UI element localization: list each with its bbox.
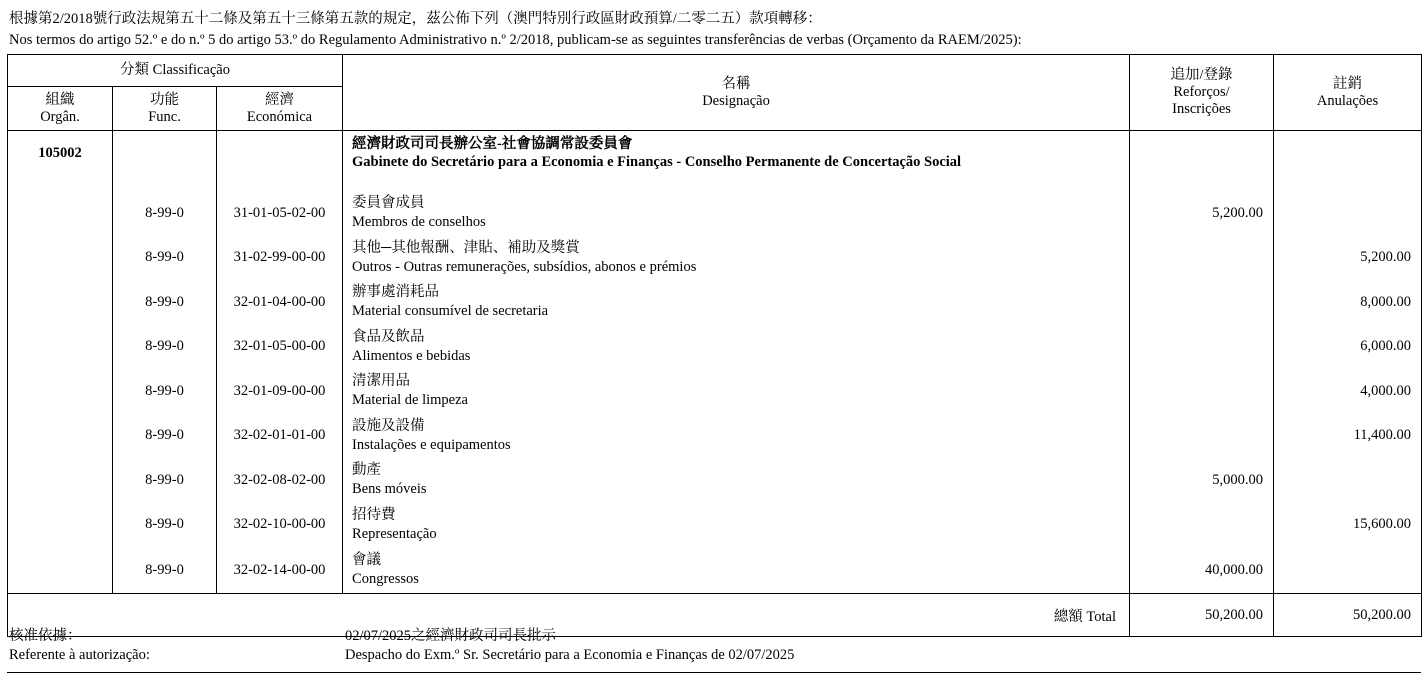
header-designation-zh: 名稱: [721, 75, 751, 92]
item-func: 8-99-0: [113, 191, 217, 236]
empty-cell: [217, 131, 343, 192]
item-name-zh: 委員會成員: [352, 195, 425, 212]
header-designation-pt: Designação: [702, 92, 770, 109]
item-name-zh: 清潔用品: [352, 373, 411, 390]
item-designation: [343, 369, 1130, 414]
header-org-pt: Orgân.: [40, 108, 80, 125]
item-func: 8-99-0: [113, 547, 217, 594]
item-cancellation: 4,000.00: [1274, 369, 1422, 414]
item-name-zh: 其他─其他報酬、津貼、補助及獎賞: [352, 239, 580, 256]
item-name-pt: Outros - Outras remunerações, subsídios, abonos e prémios: [352, 258, 697, 275]
header-reinforcements: [1130, 55, 1274, 131]
item-reinforcement: 40,000.00: [1130, 547, 1274, 594]
header-econ: [217, 87, 343, 131]
item-func: 8-99-0: [113, 280, 217, 325]
item-econ: 32-02-01-01-00: [217, 414, 343, 459]
empty-cell: [8, 325, 113, 370]
item-func: 8-99-0: [113, 503, 217, 548]
item-econ: 31-01-05-02-00: [217, 191, 343, 236]
table-row: [8, 280, 1422, 325]
item-reinforcement: [1130, 369, 1274, 414]
intro-text-pt: Nos termos do artigo 52.º e do n.º 5 do artigo 53.º do Regulamento Administrativo n.º 2/2018, publicam-se as seguintes transferências de verbas (Orçamento da RAEM/2025):: [9, 32, 1022, 48]
item-cancellation: [1274, 191, 1422, 236]
authorization-text-zh: 02/07/2025之經濟財政司司長批示: [345, 628, 557, 644]
table-row: [8, 369, 1422, 414]
empty-cell: [8, 414, 113, 459]
item-name-pt: Instalações e equipamentos: [352, 436, 511, 453]
item-reinforcement: 5,200.00: [1130, 191, 1274, 236]
empty-cell: [113, 131, 217, 192]
item-econ: 32-01-05-00-00: [217, 325, 343, 370]
table-row: [8, 547, 1422, 594]
item-name-pt: Material de limpeza: [352, 392, 468, 409]
item-econ: 32-02-14-00-00: [217, 547, 343, 594]
item-cancellation: 15,600.00: [1274, 503, 1422, 548]
header-reinforcements-pt2: Inscrições: [1172, 101, 1231, 117]
header-func-pt: Func.: [148, 108, 181, 125]
item-reinforcement: [1130, 236, 1274, 281]
header-org: [8, 87, 113, 131]
bottom-rule: [7, 672, 1421, 673]
item-name-zh: 動產: [352, 462, 382, 479]
item-designation: [343, 236, 1130, 281]
authorization-label-zh: 核准依據：: [9, 628, 82, 644]
entity-name-pt: Gabinete do Secretário para a Economia e Finanças - Conselho Permanente de Concertação Social: [352, 154, 962, 170]
item-name-zh: 辦事處消耗品: [352, 284, 440, 301]
item-cancellation: 5,200.00: [1274, 236, 1422, 281]
header-reinforcements-zh: 追加/登錄: [1170, 67, 1233, 83]
empty-cell: [1274, 131, 1422, 192]
budget-transfer-table: [7, 54, 1422, 637]
item-name-zh: 設施及設備: [352, 417, 425, 434]
item-name-pt: Representação: [352, 525, 437, 542]
total-reinforcement: 50,200.00: [1130, 594, 1274, 637]
item-name-pt: Bens móveis: [352, 481, 427, 498]
header-func: [113, 87, 217, 131]
header-designation: [343, 55, 1130, 131]
table-row: [8, 191, 1422, 236]
item-cancellation: 11,400.00: [1274, 414, 1422, 459]
empty-cell: [1130, 131, 1274, 192]
authorization-text-pt: Despacho do Exm.º Sr. Secretário para a Economia e Finanças de 02/07/2025: [345, 647, 795, 663]
header-cancellations: [1274, 55, 1422, 131]
item-func: 8-99-0: [113, 325, 217, 370]
table-row: [8, 458, 1422, 503]
total-label: 總額 Total: [8, 594, 1130, 637]
item-func: 8-99-0: [113, 369, 217, 414]
item-designation: [343, 503, 1130, 548]
header-cancellations-zh: 註銷: [1333, 75, 1363, 92]
item-name-zh: 會議: [352, 552, 382, 568]
entity-code: 105002: [8, 131, 113, 192]
item-reinforcement: [1130, 325, 1274, 370]
item-func: 8-99-0: [113, 414, 217, 459]
table-row: [8, 325, 1422, 370]
item-designation: [343, 458, 1130, 503]
item-designation: [343, 280, 1130, 325]
intro-text-zh: 根據第2/2018號行政法規第五十二條及第五十三條第五款的規定，茲公佈下列（澳門特別行政區財政預算/二零二五）款項轉移：: [9, 11, 822, 27]
header-func-zh: 功能: [150, 91, 179, 108]
header-classification: 分類 Classificação: [8, 55, 343, 87]
empty-cell: [8, 236, 113, 281]
item-designation: [343, 325, 1130, 370]
header-reinforcements-pt1: Reforços/: [1173, 84, 1230, 100]
authorization-label: [9, 627, 150, 665]
header-org-zh: 組織: [45, 91, 75, 108]
item-name-zh: 招待費: [352, 506, 396, 523]
empty-cell: [8, 191, 113, 236]
empty-cell: [8, 503, 113, 548]
table-row: [8, 503, 1422, 548]
item-reinforcement: [1130, 414, 1274, 459]
item-reinforcement: 5,000.00: [1130, 458, 1274, 503]
table-row: [8, 236, 1422, 281]
item-cancellation: 8,000.00: [1274, 280, 1422, 325]
item-designation: [343, 191, 1130, 236]
item-designation: [343, 414, 1130, 459]
item-name-pt: Congressos: [352, 571, 419, 587]
total-cancellation: 50,200.00: [1274, 594, 1422, 637]
item-reinforcement: [1130, 503, 1274, 548]
empty-cell: [8, 280, 113, 325]
header-econ-pt: Económica: [246, 108, 313, 125]
item-econ: 31-02-99-00-00: [217, 236, 343, 281]
item-econ: 32-02-10-00-00: [217, 503, 343, 548]
item-designation: [343, 547, 1130, 594]
item-name-zh: 食品及飲品: [352, 328, 425, 345]
item-name-pt: Membros de conselhos: [352, 214, 486, 231]
item-func: 8-99-0: [113, 458, 217, 503]
table-row: [8, 414, 1422, 459]
item-econ: 32-02-08-02-00: [217, 458, 343, 503]
entity-name-zh: 經濟財政司司長辦公室-社會協調常設委員會: [352, 136, 633, 152]
empty-cell: [8, 458, 113, 503]
empty-cell: [8, 547, 113, 594]
authorization-label-pt: Referente à autorização:: [9, 647, 150, 663]
item-cancellation: [1274, 458, 1422, 503]
entity-name: [343, 131, 1130, 192]
header-econ-zh: 經濟: [265, 91, 295, 108]
entity-row: [8, 131, 1422, 192]
item-econ: 32-01-09-00-00: [217, 369, 343, 414]
item-cancellation: [1274, 547, 1422, 594]
item-name-pt: Alimentos e bebidas: [352, 347, 471, 364]
item-name-pt: Material consumível de secretaria: [352, 303, 549, 320]
header-cancellations-pt: Anulações: [1316, 92, 1379, 109]
authorization-text: [345, 627, 794, 665]
empty-cell: [8, 369, 113, 414]
item-func: 8-99-0: [113, 236, 217, 281]
item-cancellation: 6,000.00: [1274, 325, 1422, 370]
item-econ: 32-01-04-00-00: [217, 280, 343, 325]
item-reinforcement: [1130, 280, 1274, 325]
